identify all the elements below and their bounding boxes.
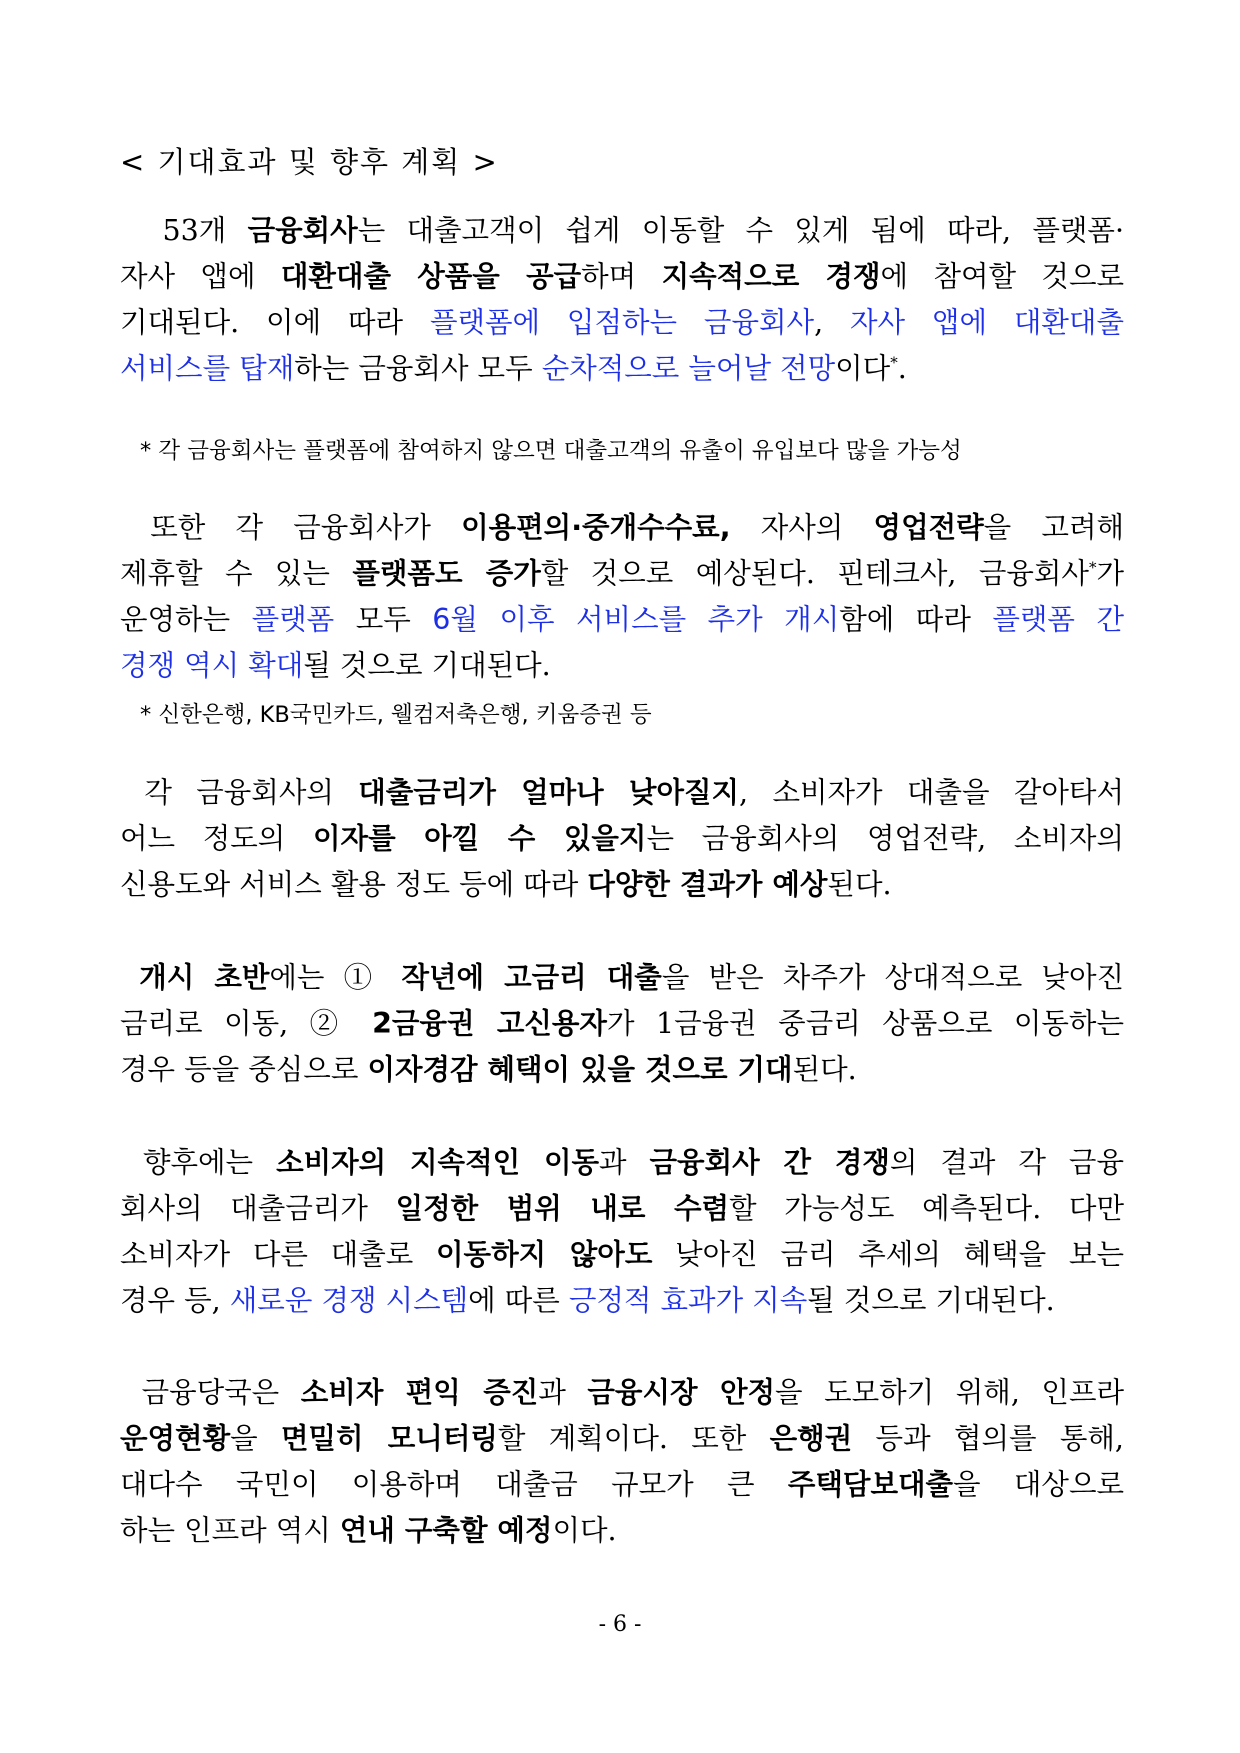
text: 할 가능성도 예측된다. 다만 [729, 1192, 1124, 1225]
emphasis: 이동하지 않아도 [436, 1238, 653, 1271]
text: 된다. [792, 1053, 857, 1086]
text: 가 1금융권 중금리 상품으로 이동하는 [606, 1007, 1124, 1040]
emphasis: 금융회사 간 경쟁 [649, 1146, 890, 1179]
emphasis: 대출금리가 얼마나 낮아질지 [358, 776, 740, 809]
text: 53개 [162, 214, 248, 247]
text: 을 [230, 1422, 281, 1455]
text: 과 [538, 1376, 588, 1409]
highlight: 자사 앱에 대환대출 [850, 306, 1124, 339]
paragraph-1 [120, 208, 1124, 392]
paragraph-2-line-2 [120, 551, 1124, 597]
text: 을 받은 차주가 상대적으로 낮아진 [661, 961, 1125, 994]
highlight: 플랫폼 [251, 603, 335, 636]
paragraph-5-line-1 [120, 1140, 1124, 1186]
emphasis: 주택담보대출 [787, 1468, 954, 1501]
paragraph-6-line-3 [120, 1462, 1124, 1508]
paragraph-1-line-3 [120, 300, 1124, 346]
text: 된다. [827, 868, 892, 901]
paragraph-1-line-4 [120, 346, 1124, 392]
text: 할 것으로 예상된다. 핀테크사, 금융회사 [540, 557, 1089, 590]
text: 이다 [835, 352, 891, 385]
emphasis: 면밀히 모니터링 [280, 1422, 498, 1455]
emphasis: 이자경감 혜택이 있을 것으로 기대 [367, 1053, 793, 1086]
text: 소비자가 다른 대출로 [120, 1238, 437, 1271]
text: 에 따른 [468, 1284, 569, 1317]
emphasis: 지속적으로 경쟁 [661, 260, 881, 293]
emphasis: 금융회사 [247, 214, 358, 247]
text: . [897, 352, 907, 385]
text: 제휴할 수 있는 [120, 557, 353, 590]
text: 회사의 대출금리가 [120, 1192, 396, 1225]
text: 또한 각 금융회사가 [150, 511, 462, 544]
paragraph-6-line-2 [120, 1416, 1124, 1462]
text: 하는 인프라 역시 [120, 1514, 340, 1547]
emphasis: 운영현황 [120, 1422, 231, 1455]
paragraph-4-line-1 [120, 955, 1124, 1001]
paragraph-6-line-4 [120, 1508, 1124, 1554]
emphasis: 다양한 결과가 예상 [587, 868, 828, 901]
highlight: 새로운 경쟁 시스템 [229, 1284, 469, 1317]
text: 하며 [581, 260, 662, 293]
text: 어느 정도의 [120, 822, 314, 855]
text: 경우 등을 중심으로 [120, 1053, 368, 1086]
emphasis: 은행권 [769, 1422, 853, 1455]
paragraph-2-line-1 [120, 505, 1124, 551]
text: 신용도와 서비스 활용 정도 등에 따라 [120, 868, 588, 901]
emphasis: 2금융권 고신용자 [372, 1007, 607, 1040]
footnote-2: * 신한은행, KB국민카드, 웰컴저축은행, 키움증권 등 [140, 702, 652, 728]
text: 가 [1096, 557, 1124, 590]
text: 금리로 이동, ② [120, 1007, 373, 1040]
text: 을 대상으로 [953, 1468, 1125, 1501]
text: 과 [599, 1146, 650, 1179]
section-heading: < 기대효과 및 향후 계획 > [120, 145, 499, 179]
emphasis: 금융시장 안정 [587, 1376, 776, 1409]
text: 을 고려해 [983, 511, 1125, 544]
highlight: 플랫폼에 입점하는 금융회사 [429, 306, 815, 339]
text: , [814, 306, 850, 339]
highlight: 순차적으로 늘어날 전망 [541, 352, 836, 385]
page-number: - 6 - [598, 1612, 642, 1637]
emphasis: 이자를 아낄 수 있을지 [313, 822, 647, 855]
emphasis: 개시 초반 [139, 961, 270, 994]
text: 을 도모하기 위해, 인프라 [775, 1376, 1125, 1409]
text: 금융당국은 [141, 1376, 301, 1409]
highlight: 경쟁 역시 확대 [120, 649, 304, 682]
text: 기대된다. 이에 따라 [120, 306, 430, 339]
paragraph-2-line-3 [120, 597, 1124, 643]
paragraph-5-line-3 [120, 1232, 1124, 1278]
text: 자사의 [730, 511, 874, 544]
emphasis: 작년에 고금리 대출 [401, 961, 662, 994]
emphasis: 소비자 편익 증진 [300, 1376, 539, 1409]
paragraph-3-line-2 [120, 816, 1124, 862]
text: 에는 ① [269, 961, 402, 994]
paragraph-5-line-4 [120, 1278, 1124, 1324]
footnote-mark: * [1088, 558, 1097, 577]
text: 이다. [552, 1514, 617, 1547]
highlight: 서비스를 탑재 [120, 352, 295, 385]
paragraph-1-line-2 [120, 254, 1124, 300]
highlight: 6월 이후 서비스를 추가 개시 [432, 603, 840, 636]
emphasis: 연내 구축할 예정 [339, 1514, 553, 1547]
text: 에 참여할 것으로 [880, 260, 1125, 293]
paragraph-1-line-1 [120, 208, 1124, 254]
emphasis: 소비자의 지속적인 이동 [276, 1146, 600, 1179]
text: 의 결과 각 금융 [889, 1146, 1124, 1179]
emphasis: 플랫폼도 증가 [352, 557, 541, 590]
text: 등과 협의를 통해, [852, 1422, 1124, 1455]
text: 향후에는 [142, 1146, 277, 1179]
paragraph-4-line-3 [120, 1047, 1124, 1093]
text: , 소비자가 대출을 갈아타서 [739, 776, 1124, 809]
paragraph-2 [120, 505, 1124, 689]
footnote-1: * 각 금융회사는 플랫폼에 참여하지 않으면 대출고객의 유출이 유입보다 많을 가능성 [140, 438, 962, 464]
footnote-mark: * [890, 353, 898, 372]
paragraph-6-line-1 [120, 1370, 1124, 1416]
paragraph-3-line-1 [120, 770, 1124, 816]
highlight: 긍정적 효과가 지속 [568, 1284, 808, 1317]
highlight: 플랫폼 간 [992, 603, 1124, 636]
text: 함에 따라 [839, 603, 993, 636]
text: 경우 등, [120, 1284, 230, 1317]
emphasis: 이용편의·중개수수료, [461, 511, 731, 544]
paragraph-4-line-2 [120, 1001, 1124, 1047]
paragraph-4 [120, 955, 1124, 1093]
paragraph-5-line-2 [120, 1186, 1124, 1232]
emphasis: 영업전략 [873, 511, 984, 544]
text: 될 것으로 기대된다. [807, 1284, 1055, 1317]
text: 운영하는 [120, 603, 252, 636]
text: 는 금융회사의 영업전략, 소비자의 [646, 822, 1124, 855]
text: 자사 앱에 [120, 260, 281, 293]
emphasis: 대환대출 상품을 공급 [280, 260, 582, 293]
text: 모두 [334, 603, 433, 636]
paragraph-2-line-4 [120, 643, 1124, 689]
paragraph-3-line-3 [120, 862, 1124, 908]
paragraph-5 [120, 1140, 1124, 1324]
paragraph-6 [120, 1370, 1124, 1554]
text: 하는 금융회사 모두 [294, 352, 542, 385]
paragraph-3 [120, 770, 1124, 908]
text: 낮아진 금리 추세의 혜택을 보는 [652, 1238, 1124, 1271]
text: 될 것으로 기대된다. [303, 649, 551, 682]
emphasis: 일정한 범위 내로 수렴 [395, 1192, 730, 1225]
text: 대다수 국민이 이용하며 대출금 규모가 큰 [120, 1468, 788, 1501]
text: 각 금융회사의 [144, 776, 359, 809]
text: 는 대출고객이 쉽게 이동할 수 있게 됨에 따라, 플랫폼· [357, 214, 1125, 247]
text: 할 계획이다. 또한 [497, 1422, 770, 1455]
